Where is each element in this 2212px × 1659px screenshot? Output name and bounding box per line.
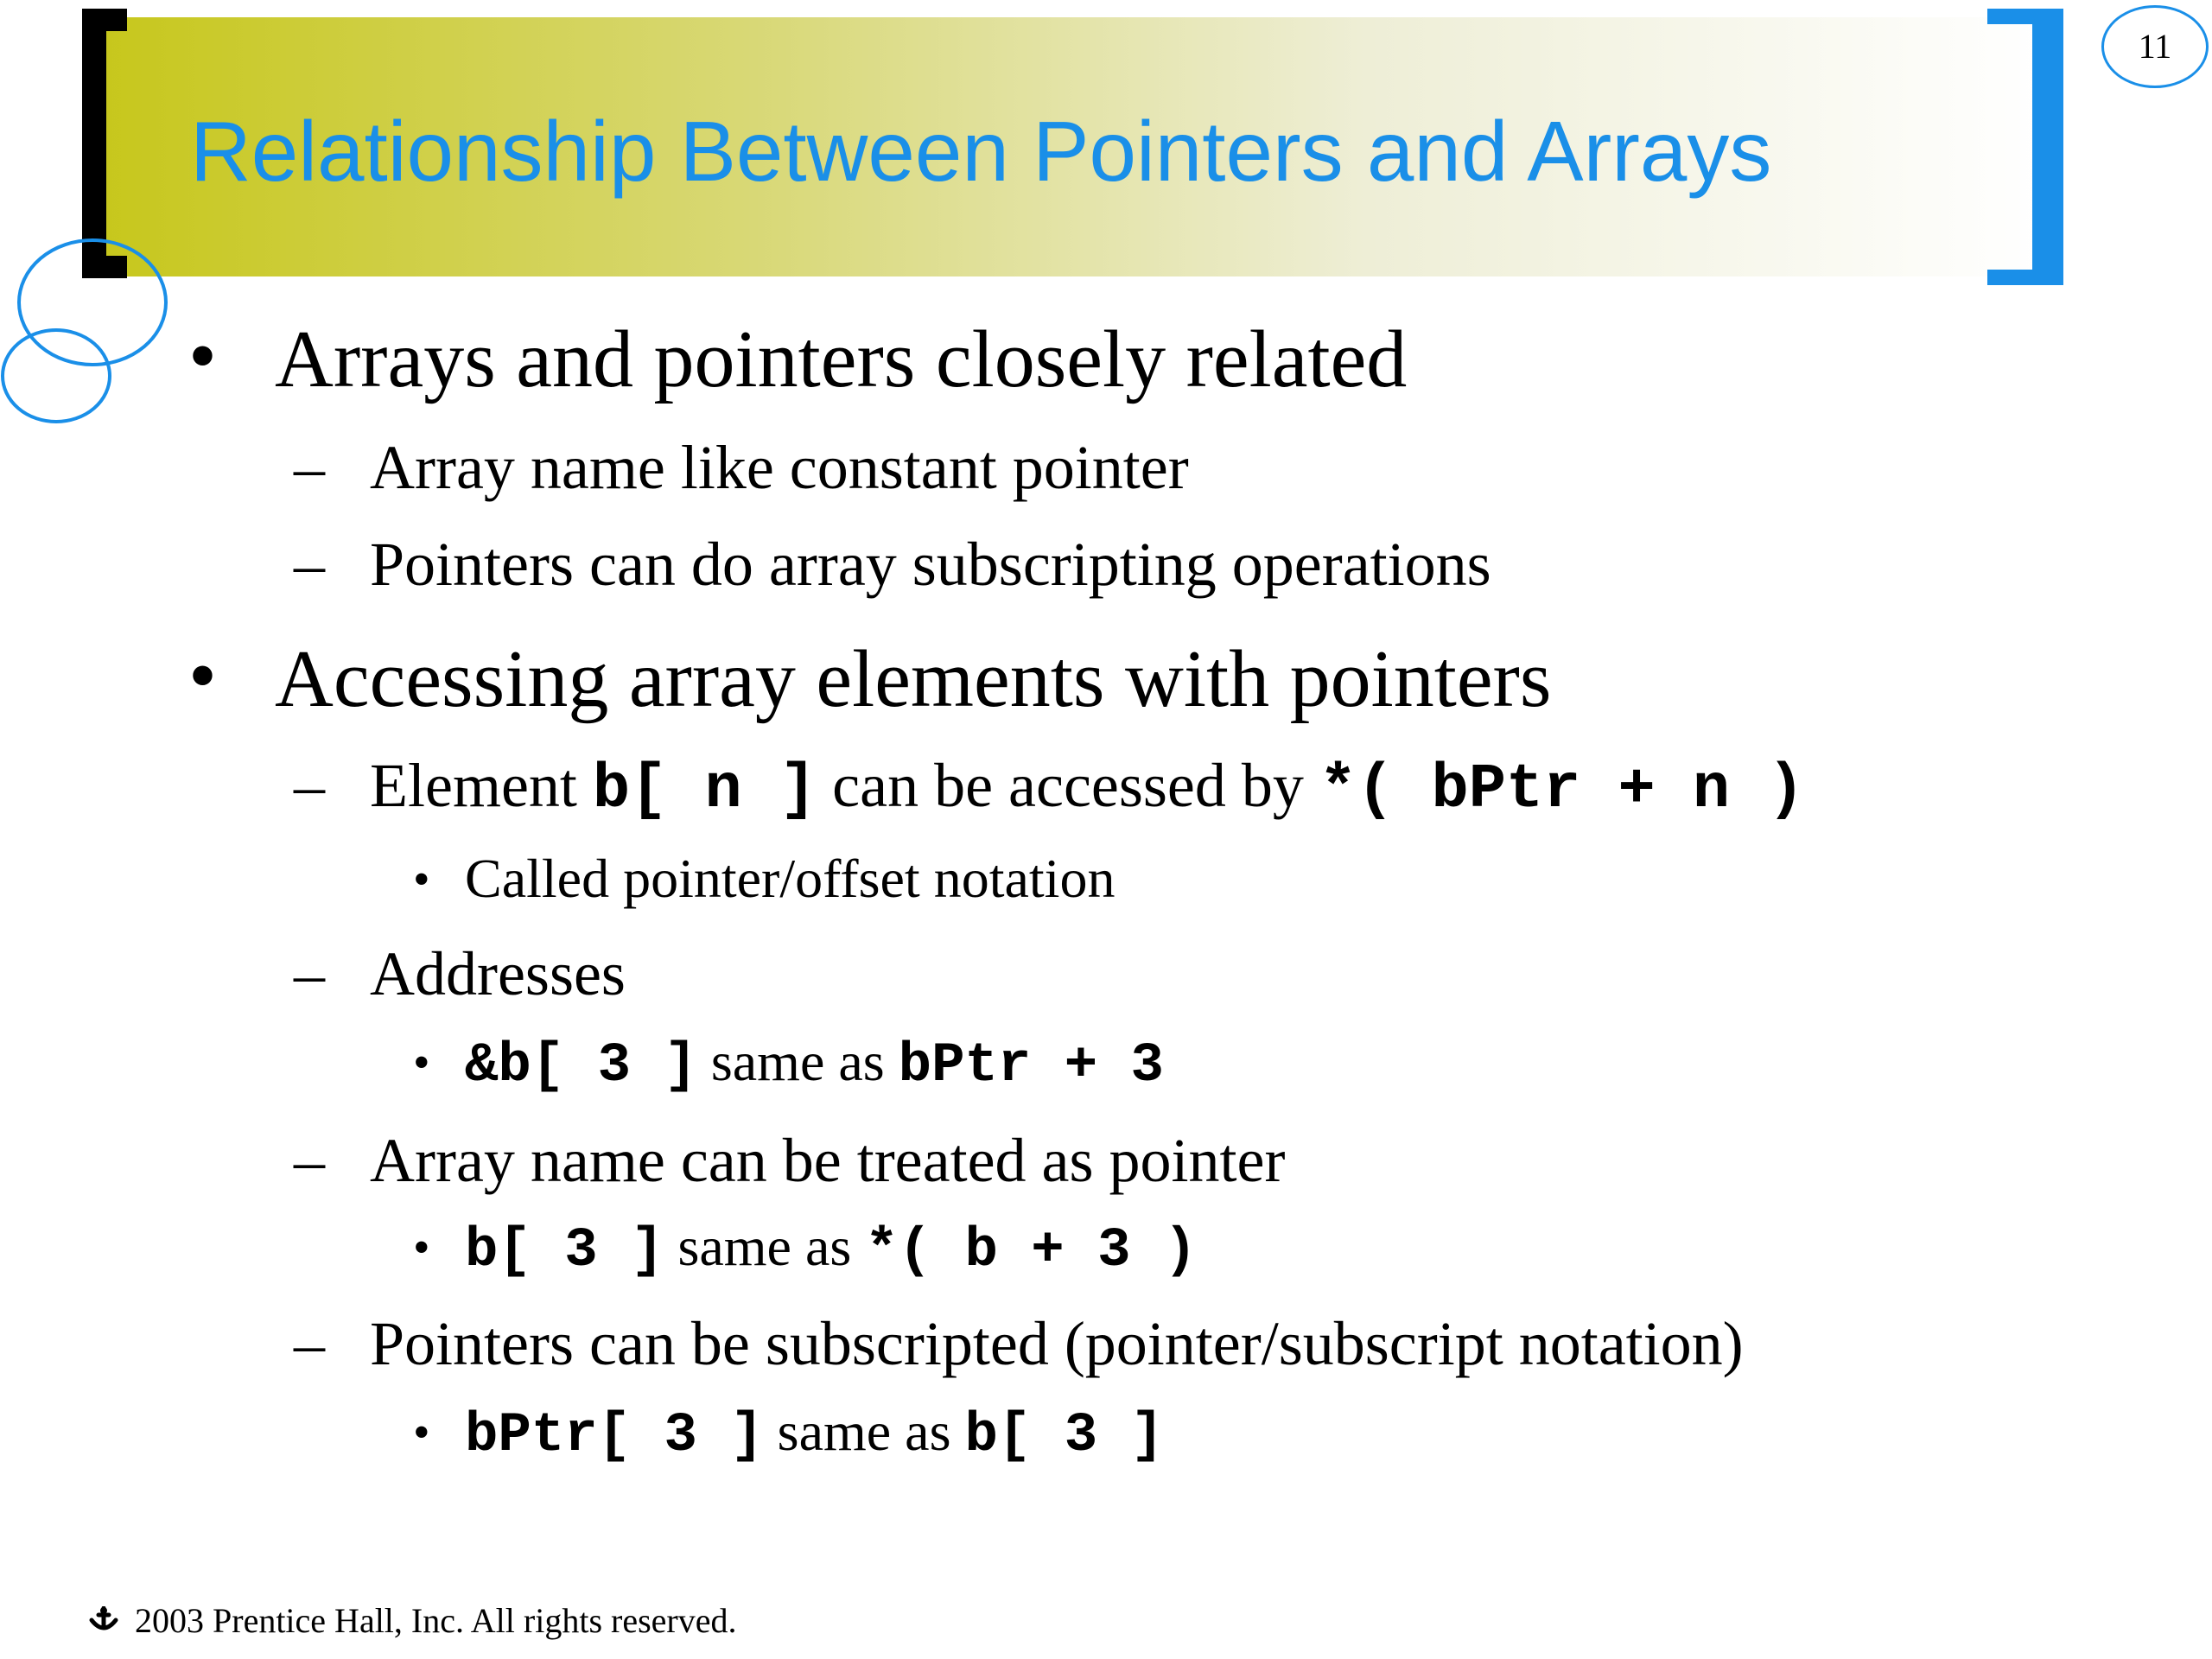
code-bptr-plus-3: bPtr + 3 — [898, 1035, 1164, 1097]
dash-marker: – — [294, 939, 325, 1008]
sub-item-addresses: Addresses — [370, 939, 626, 1008]
slide-title: Relationship Between Pointers and Arrays — [190, 104, 1772, 199]
same-as-text: same as — [696, 1031, 899, 1092]
sub-sub-item-pointer-offset: Called pointer/offset notation — [465, 848, 1116, 909]
sub-sub-item-address-equivalence — [465, 1030, 1164, 1097]
bullet-item-arrays-pointers-related: Arrays and pointers closely related — [275, 315, 1408, 404]
bullet-marker: • — [413, 1036, 430, 1090]
decorative-circles — [0, 233, 190, 432]
page-number: 11 — [2138, 27, 2172, 66]
bullet-marker: • — [413, 1221, 430, 1274]
dash-marker: – — [294, 433, 325, 502]
dash-marker: – — [294, 1309, 325, 1378]
decorative-circle-upper — [19, 240, 166, 365]
copyright-text: 2003 Prentice Hall, Inc. All rights reserved. — [135, 1601, 737, 1640]
sub-sub-item-deref-equivalence — [465, 1215, 1197, 1282]
right-bracket — [1987, 9, 2063, 285]
bullet-item-accessing-elements: Accessing array elements with pointers — [275, 634, 1552, 724]
code-b-3: b[ 3 ] — [964, 1405, 1164, 1467]
bullet-marker: • — [188, 311, 217, 401]
sub-sub-item-subscript-equivalence — [465, 1400, 1164, 1467]
sub-item-array-name-pointer: Array name can be treated as pointer — [370, 1126, 1286, 1195]
accessed-by-text: can be accessed by — [817, 751, 1319, 820]
bullet-marker: • — [413, 1406, 430, 1459]
code-address-b3: &b[ 3 ] — [465, 1035, 697, 1097]
element-label: Element — [370, 751, 593, 820]
same-as-text: same as — [664, 1216, 866, 1277]
dash-marker: – — [294, 530, 325, 599]
dash-marker: – — [294, 1126, 325, 1195]
sub-item-pointers-subscripting: Pointers can do array subscripting operations — [370, 530, 1491, 599]
footer — [85, 1600, 736, 1644]
bullet-marker: • — [188, 631, 217, 721]
code-bptr-3: bPtr[ 3 ] — [465, 1405, 764, 1467]
code-deref-bptr-n: *( bPtr + n ) — [1319, 754, 1805, 825]
same-as-text: same as — [763, 1401, 965, 1462]
code-deref-b-plus-3: *( b + 3 ) — [865, 1220, 1198, 1282]
prentice-hall-logo-icon — [85, 1604, 123, 1644]
dash-marker: – — [294, 751, 325, 820]
sub-item-element-access — [370, 750, 1805, 825]
decorative-circle-lower — [3, 330, 110, 422]
sub-item-pointers-subscripted: Pointers can be subscripted (pointer/subscript notation) — [370, 1309, 1744, 1378]
bullet-marker: • — [413, 853, 430, 906]
code-b-n: b[ n ] — [592, 754, 817, 825]
code-b-3: b[ 3 ] — [465, 1220, 664, 1282]
sub-item-array-name-constant: Array name like constant pointer — [370, 433, 1189, 502]
